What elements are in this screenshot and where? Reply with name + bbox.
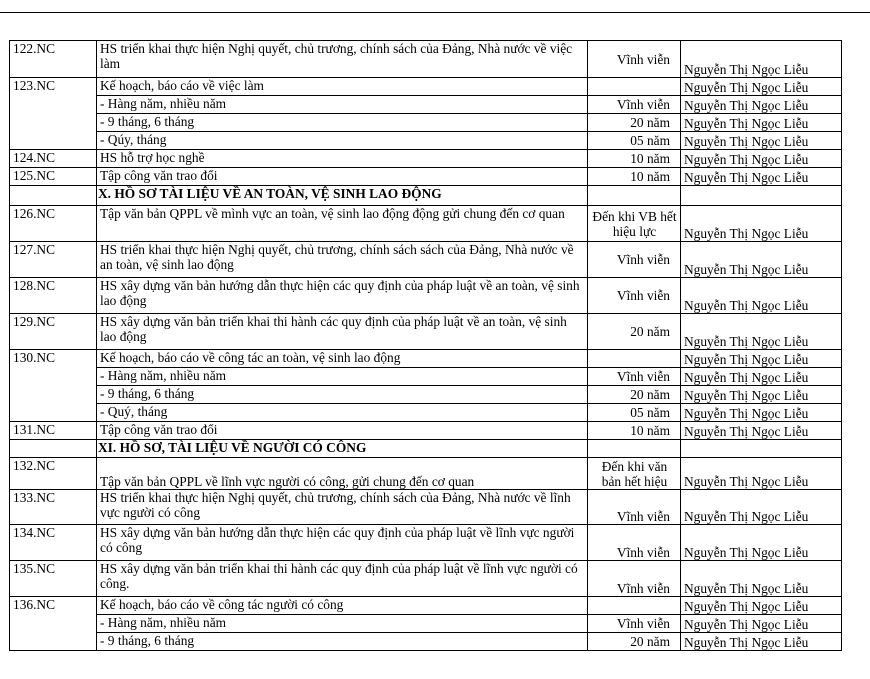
responsible-person [681, 440, 842, 458]
retention-term: Đến khi VB hết hiệu lực [588, 206, 681, 242]
record-title: - Hàng năm, nhiều năm [97, 368, 588, 386]
record-title: Kế hoạch, báo cáo về công tác người có công [97, 597, 588, 615]
record-title: HS xây dựng văn bản hướng dẫn thực hiện các quy định của pháp luật về an toàn, vệ sinh lao động [97, 278, 588, 314]
record-code: 125.NC [10, 168, 97, 186]
records-table [9, 40, 842, 651]
table-row [10, 242, 842, 278]
table-row [10, 561, 842, 597]
record-title: HS xây dựng văn bản triển khai thi hành các quy định của pháp luật về an toàn, vệ sinh lao động [97, 314, 588, 350]
responsible-person: Nguyễn Thị Ngọc Liễu [681, 368, 842, 386]
responsible-person: Nguyễn Thị Ngọc Liễu [681, 561, 842, 597]
record-code: 135.NC [10, 561, 97, 597]
responsible-person: Nguyễn Thị Ngọc Liễu [681, 114, 842, 132]
responsible-person: Nguyễn Thị Ngọc Liễu [681, 168, 842, 186]
sub-row [10, 633, 842, 651]
retention-term: Vĩnh viễn [588, 242, 681, 278]
retention-term: 10 năm [588, 168, 681, 186]
responsible-person: Nguyễn Thị Ngọc Liễu [681, 458, 842, 490]
record-code: 136.NC [10, 597, 97, 615]
table-row [10, 458, 842, 490]
responsible-person: Nguyễn Thị Ngọc Liễu [681, 404, 842, 422]
retention-term: Vĩnh viễn [588, 278, 681, 314]
table-row [10, 78, 842, 96]
retention-term: 20 năm [588, 386, 681, 404]
record-code: 133.NC [10, 490, 97, 525]
record-code: 129.NC [10, 314, 97, 350]
retention-term: 20 năm [588, 633, 681, 651]
record-code [10, 96, 97, 114]
section-row [10, 440, 842, 458]
retention-term: 20 năm [588, 314, 681, 350]
table-row [10, 206, 842, 242]
table-row [10, 422, 842, 440]
retention-term: 20 năm [588, 114, 681, 132]
record-code [10, 633, 97, 651]
retention-term: 10 năm [588, 150, 681, 168]
record-title: HS triển khai thực hiện Nghị quyết, chủ trương, chính sách sách của Đảng, Nhà nước về an toàn, vệ sinh lao động [97, 242, 588, 278]
record-code: 122.NC [10, 41, 97, 78]
record-title: Tập văn bản QPPL về mình vực an toàn, vệ sinh lao động động gửi chung đến cơ quan [97, 206, 588, 242]
record-code: 127.NC [10, 242, 97, 278]
responsible-person: Nguyễn Thị Ngọc Liễu [681, 597, 842, 615]
responsible-person: Nguyễn Thị Ngọc Liễu [681, 490, 842, 525]
table-row [10, 490, 842, 525]
record-title: HS hỗ trợ học nghề [97, 150, 588, 168]
responsible-person: Nguyễn Thị Ngọc Liễu [681, 132, 842, 150]
record-code [10, 386, 97, 404]
sub-row [10, 404, 842, 422]
section-heading: X. HỒ SƠ TÀI LIỆU VỀ AN TOÀN, VỆ SINH LAO ĐỘNG [97, 186, 588, 206]
record-title: - 9 tháng, 6 tháng [97, 114, 588, 132]
record-code [10, 132, 97, 150]
responsible-person: Nguyễn Thị Ngọc Liễu [681, 41, 842, 78]
table-row [10, 150, 842, 168]
responsible-person: Nguyễn Thị Ngọc Liễu [681, 242, 842, 278]
retention-term: 05 năm [588, 404, 681, 422]
sub-row [10, 615, 842, 633]
table-row [10, 168, 842, 186]
record-title: - Hàng năm, nhiều năm [97, 96, 588, 114]
responsible-person [681, 186, 842, 206]
record-title: Kế hoạch, báo cáo về công tác an toàn, vệ sinh lao động [97, 350, 588, 368]
record-code: 123.NC [10, 78, 97, 96]
responsible-person: Nguyễn Thị Ngọc Liễu [681, 350, 842, 368]
responsible-person: Nguyễn Thị Ngọc Liễu [681, 150, 842, 168]
record-code [10, 368, 97, 386]
record-title: Kế hoạch, báo cáo về việc làm [97, 78, 588, 96]
record-code [10, 404, 97, 422]
record-code [10, 440, 97, 458]
table-row [10, 314, 842, 350]
page-top-rule [0, 12, 870, 13]
responsible-person: Nguyễn Thị Ngọc Liễu [681, 206, 842, 242]
record-code [10, 615, 97, 633]
retention-term: Vĩnh viễn [588, 615, 681, 633]
record-code: 128.NC [10, 278, 97, 314]
records-table-body [10, 41, 842, 651]
retention-term [588, 186, 681, 206]
retention-term: Vĩnh viễn [588, 368, 681, 386]
retention-term: Vĩnh viễn [588, 96, 681, 114]
responsible-person: Nguyễn Thị Ngọc Liễu [681, 615, 842, 633]
retention-term: Vĩnh viễn [588, 525, 681, 561]
sub-row [10, 368, 842, 386]
table-row [10, 41, 842, 78]
responsible-person: Nguyễn Thị Ngọc Liễu [681, 386, 842, 404]
responsible-person: Nguyễn Thị Ngọc Liễu [681, 278, 842, 314]
record-title: HS xây dựng văn bản triển khai thi hành các quy định của pháp luật về lĩnh vực người có công. [97, 561, 588, 597]
retention-term: Vĩnh viễn [588, 490, 681, 525]
record-title: Tập công văn trao đổi [97, 422, 588, 440]
record-title: - Hàng năm, nhiều năm [97, 615, 588, 633]
table-row [10, 350, 842, 368]
retention-term [588, 78, 681, 96]
record-title: - 9 tháng, 6 tháng [97, 633, 588, 651]
table-row [10, 525, 842, 561]
record-code [10, 114, 97, 132]
responsible-person: Nguyễn Thị Ngọc Liễu [681, 422, 842, 440]
retention-term: Vĩnh viễn [588, 41, 681, 78]
sub-row [10, 132, 842, 150]
sub-row [10, 114, 842, 132]
record-title: Tập công văn trao đổi [97, 168, 588, 186]
record-title: HS xây dựng văn bản hướng dẫn thực hiện các quy định của pháp luật về lĩnh vực người có công [97, 525, 588, 561]
record-code: 130.NC [10, 350, 97, 368]
retention-term [588, 597, 681, 615]
sub-row [10, 96, 842, 114]
record-code: 124.NC [10, 150, 97, 168]
sub-row [10, 386, 842, 404]
section-heading: XI. HỒ SƠ, TÀI LIỆU VỀ NGƯỜI CÓ CÔNG [97, 440, 588, 458]
responsible-person: Nguyễn Thị Ngọc Liễu [681, 78, 842, 96]
retention-term [588, 350, 681, 368]
responsible-person: Nguyễn Thị Ngọc Liễu [681, 96, 842, 114]
retention-term: Vĩnh viễn [588, 561, 681, 597]
responsible-person: Nguyễn Thị Ngọc Liễu [681, 633, 842, 651]
responsible-person: Nguyễn Thị Ngọc Liễu [681, 525, 842, 561]
record-title: HS triển khai thực hiện Nghị quyết, chủ trương, chính sách của Đảng, Nhà nước về việc làm [97, 41, 588, 78]
record-title: HS triển khai thực hiện Nghị quyết, chủ trương, chính sách của Đảng, Nhà nước về lĩnh vực người có công [97, 490, 588, 525]
section-row [10, 186, 842, 206]
record-code: 126.NC [10, 206, 97, 242]
record-title: - Qúy, tháng [97, 132, 588, 150]
record-title: Tập văn bản QPPL về lĩnh vực người có công, gửi chung đến cơ quan [97, 458, 588, 490]
retention-term: 10 năm [588, 422, 681, 440]
record-title: - 9 tháng, 6 tháng [97, 386, 588, 404]
table-row [10, 597, 842, 615]
retention-term: Đến khi văn bản hết hiệu [588, 458, 681, 490]
record-code: 131.NC [10, 422, 97, 440]
record-title: - Quý, tháng [97, 404, 588, 422]
table-row [10, 278, 842, 314]
record-code [10, 186, 97, 206]
retention-term: 05 năm [588, 132, 681, 150]
responsible-person: Nguyễn Thị Ngọc Liễu [681, 314, 842, 350]
retention-term [588, 440, 681, 458]
record-code: 132.NC [10, 458, 97, 490]
record-code: 134.NC [10, 525, 97, 561]
